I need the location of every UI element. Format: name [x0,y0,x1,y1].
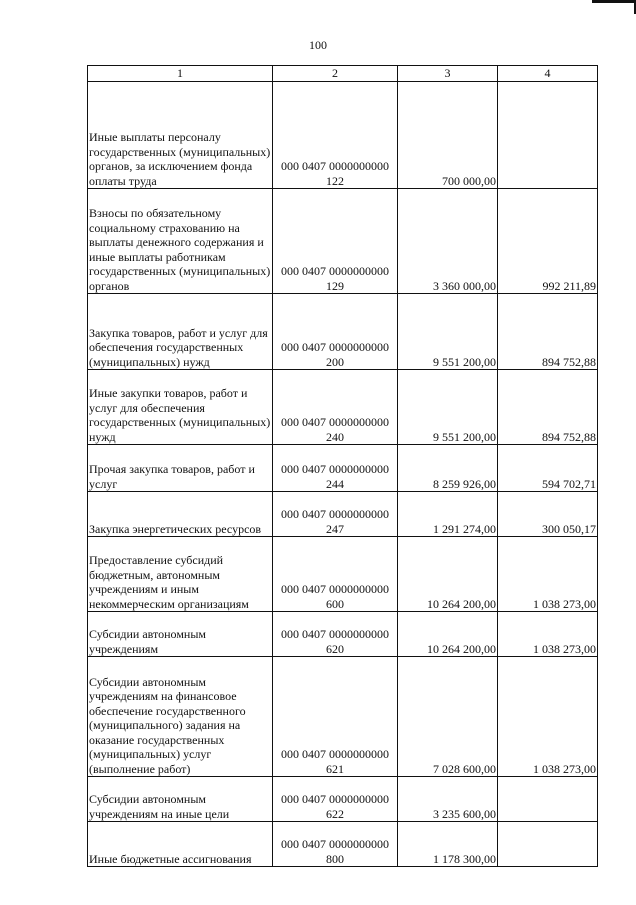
row-amount: 1 291 274,00 [398,492,498,537]
table-row [88,294,598,370]
row-executed: 894 752,88 [498,294,598,370]
table-row [88,537,598,612]
header-col-4: 4 [498,66,598,82]
row-name: Взносы по обязательному социальному страхованию на выплаты денежного содержания и иные выплаты работникам государственных (муниципальных) органов [88,189,273,294]
page-number: 100 [309,38,327,52]
row-executed: 992 211,89 [498,189,598,294]
row-executed: 300 050,17 [498,492,598,537]
row-name: Субсидии автономным учреждениям на иные цели [88,777,273,822]
row-amount: 10 264 200,00 [398,537,498,612]
row-amount: 10 264 200,00 [398,612,498,657]
row-amount: 1 178 300,00 [398,822,498,867]
row-code: 000 0407 0000000000 247 [273,492,398,537]
table-row [88,445,598,492]
row-code: 000 0407 0000000000 621 [273,657,398,777]
row-name: Субсидии автономным учреждениям [88,612,273,657]
table-row [88,82,598,189]
row-code: 000 0407 0000000000 622 [273,777,398,822]
row-code: 000 0407 0000000000 129 [273,189,398,294]
table-row [88,657,598,777]
row-executed [498,777,598,822]
header-col-2: 2 [273,66,398,82]
row-executed: 894 752,88 [498,370,598,445]
row-amount: 7 028 600,00 [398,657,498,777]
table-row [88,492,598,537]
row-executed: 594 702,71 [498,445,598,492]
row-name: Иные бюджетные ассигнования [88,822,273,867]
row-executed: 1 038 273,00 [498,612,598,657]
row-name: Иные закупки товаров, работ и услуг для обеспечения государственных (муниципальных) нужд [88,370,273,445]
table-row [88,777,598,822]
row-amount: 9 551 200,00 [398,294,498,370]
row-code: 000 0407 0000000000 122 [273,82,398,189]
table-row [88,370,598,445]
row-name: Предоставление субсидий бюджетным, автономным учреждениям и иным некоммерческим организациям [88,537,273,612]
row-name: Иные выплаты персоналу государственных (муниципальных) органов, за исключением фонда оплаты труда [88,82,273,189]
row-executed: 1 038 273,00 [498,537,598,612]
header-col-1: 1 [88,66,273,82]
row-code: 000 0407 0000000000 244 [273,445,398,492]
row-executed [498,822,598,867]
row-amount: 3 235 600,00 [398,777,498,822]
row-name: Закупка энергетических ресурсов [88,492,273,537]
table-row [88,189,598,294]
row-code: 000 0407 0000000000 620 [273,612,398,657]
row-executed [498,82,598,189]
table-row [88,612,598,657]
row-amount: 700 000,00 [398,82,498,189]
row-code: 000 0407 0000000000 200 [273,294,398,370]
row-executed: 1 038 273,00 [498,657,598,777]
row-code: 000 0407 0000000000 600 [273,537,398,612]
row-code: 000 0407 0000000000 800 [273,822,398,867]
row-code: 000 0407 0000000000 240 [273,370,398,445]
row-amount: 3 360 000,00 [398,189,498,294]
corner-crop-mark [592,0,636,3]
row-name: Закупка товаров, работ и услуг для обеспечения государственных (муниципальных) нужд [88,294,273,370]
table-row [88,822,598,867]
table-header-row [88,66,598,82]
budget-table [87,65,598,867]
header-col-3: 3 [398,66,498,82]
row-amount: 8 259 926,00 [398,445,498,492]
row-amount: 9 551 200,00 [398,370,498,445]
row-name: Субсидии автономным учреждениям на финансовое обеспечение государственного (муниципального) задания на оказание государственных (муниципальных) услуг (выполнение работ) [88,657,273,777]
row-name: Прочая закупка товаров, работ и услуг [88,445,273,492]
